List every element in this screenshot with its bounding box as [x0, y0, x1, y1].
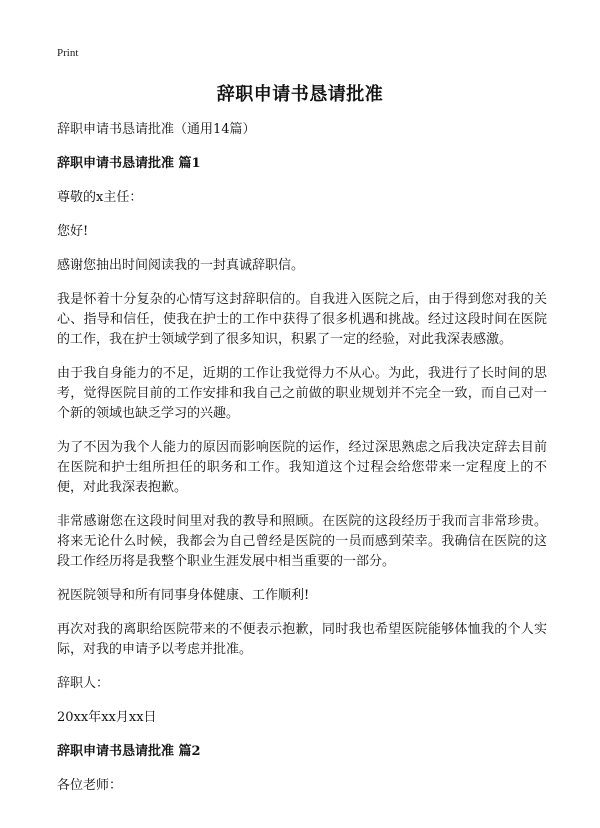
salutation: 各位老师： — [57, 778, 123, 793]
greeting-line: 您好! — [57, 224, 89, 239]
section-heading: 辞职申请书恳请批准 篇1 — [57, 156, 201, 171]
paragraph: 非常感谢您在这段时间里对我的教导和照顾。在医院的这段经历于我而言非常珍贵。将来无论什么时候，我都会为自己曾经是医院的一员而感到荣幸。我确信在医院的这段工作经历将是我整个职业生涯发展中相当重要的一部分。 — [57, 514, 547, 569]
document-body — [57, 120, 547, 810]
document-title: 辞职申请书恳请批准 — [216, 84, 384, 105]
date-line: 20xx年xx月xx日 — [57, 710, 157, 725]
paragraph: 由于我自身能力的不足，近期的工作让我觉得力不从心。为此，我进行了长时间的思考，觉得医院目前的工作安排和我自己之前做的职业规划并不完全一致，而自己对一个新的领域也缺乏学习的兴趣。 — [57, 366, 547, 421]
signature-label: 辞职人： — [57, 676, 110, 691]
paragraph: 为了不因为我个人能力的原因而影响医院的运作，经过深思熟虑之后我决定辞去目前在医院和护士组所担任的职务和工作。我知道这个过程会给您带来一定程度上的不便，对此我深表抱歉。 — [57, 440, 547, 495]
salutation: 尊敬的x主任： — [57, 190, 143, 205]
paragraph: 感谢您抽出时间阅读我的一封真诚辞职信。 — [57, 258, 305, 273]
section-heading: 辞职申请书恳请批准 篇2 — [57, 744, 201, 759]
paragraph: 我是怀着十分复杂的心情写这封辞职信的。自我进入医院之后，由于得到您对我的关心、指导和信任，使我在护士的工作中获得了很多机遇和挑战。经过这段时间在医院的工作，我在护士领域学到了很多知识，积累了一定的经验，对此我深表感激。 — [57, 292, 547, 347]
print-link[interactable]: Print — [57, 47, 79, 59]
paragraph: 祝医院领导和所有同事身体健康、工作顺利! — [57, 588, 310, 603]
paragraph: 再次对我的离职给医院带来的不便表示抱歉，同时我也希望医院能够体恤我的个人实际，对我的申请予以考虑并批准。 — [57, 622, 547, 657]
document-subtitle: 辞职申请书恳请批准（通用14篇） — [57, 122, 256, 137]
